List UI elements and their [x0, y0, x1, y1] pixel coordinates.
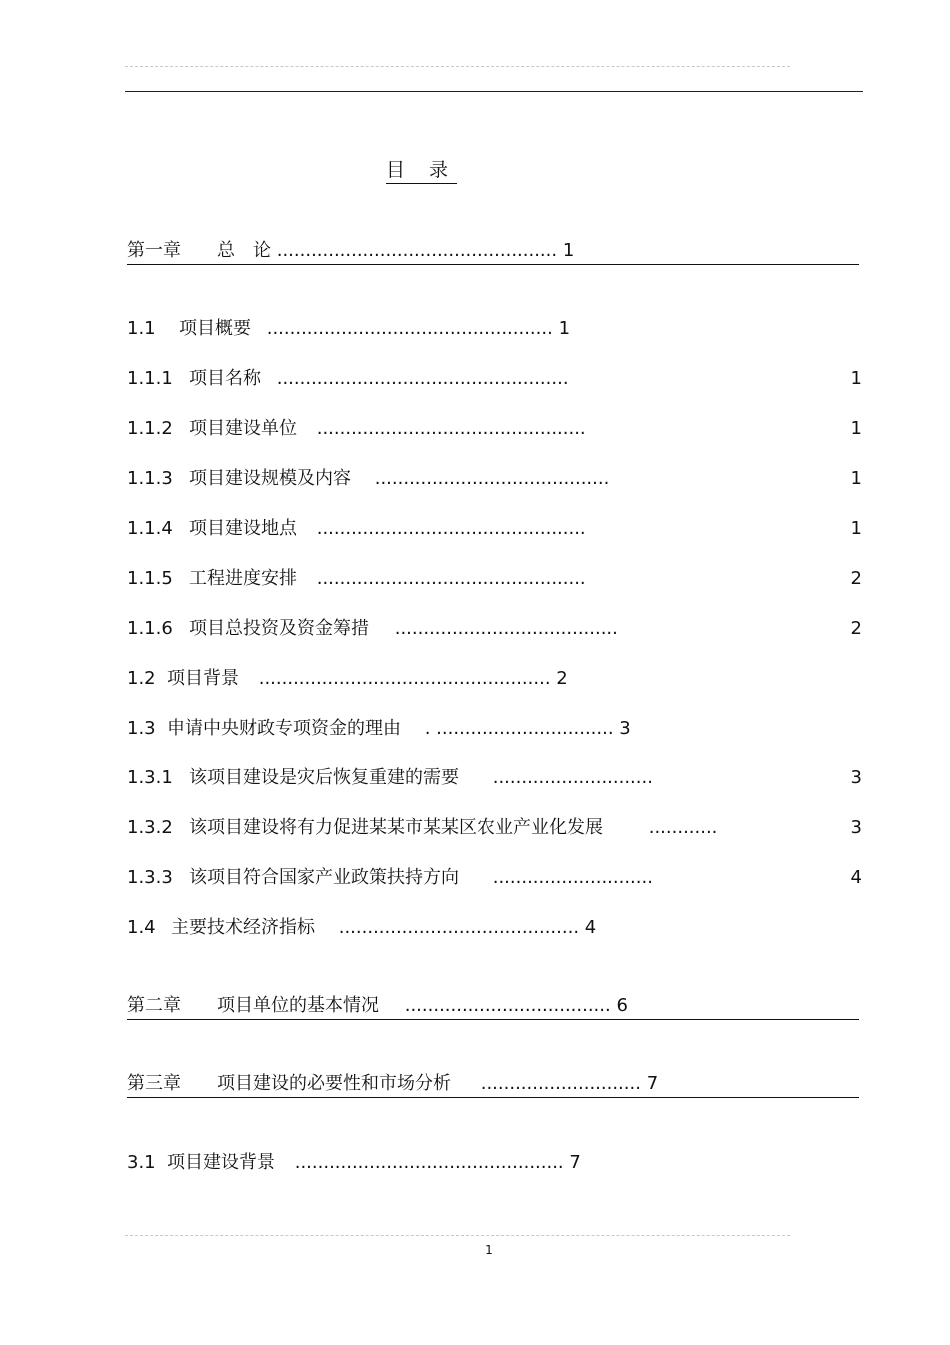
toc-page: 7: [646, 1073, 659, 1094]
toc-label: 项目建设背景: [167, 1152, 275, 1173]
toc-leader: .................................................: [276, 240, 558, 261]
toc-entry-chapter-1[interactable]: [127, 240, 859, 265]
toc-entry-1-2[interactable]: [127, 668, 568, 690]
toc-leader: ...............................................: [316, 418, 586, 439]
toc-page: 4: [850, 867, 862, 888]
toc-label: 该项目建设将有力促进某某市某某区农业产业化发展: [189, 817, 603, 838]
toc-number: 1.1.6: [127, 618, 173, 639]
footer-dashed-rule: [125, 1235, 790, 1236]
toc-entry-1-1[interactable]: [127, 318, 570, 340]
toc-leader: ............................: [492, 867, 653, 888]
toc-page: 1: [558, 318, 571, 339]
toc-number: 1.4: [127, 917, 156, 938]
toc-label: 项目建设的必要性和市场分析: [217, 1073, 451, 1094]
toc-leader: ...................................................: [276, 368, 569, 389]
toc-number: 1.3.3: [127, 867, 173, 888]
toc-entry-1-1-3[interactable]: [127, 468, 609, 490]
toc-entry-1-3-2[interactable]: [127, 817, 717, 839]
toc-number: 第三章: [127, 1073, 181, 1094]
toc-leader: ............: [648, 817, 718, 838]
toc-entry-chapter-2[interactable]: [127, 995, 859, 1020]
toc-number: 1.1.4: [127, 518, 173, 539]
toc-number: 1.3.1: [127, 767, 173, 788]
toc-page: 2: [850, 618, 862, 639]
toc-number: 1.1.1: [127, 368, 173, 389]
toc-number: 1.1.5: [127, 568, 173, 589]
toc-page: 6: [616, 995, 628, 1016]
toc-page: 3: [850, 817, 862, 838]
toc-label: 项目概要: [179, 318, 251, 339]
toc-page: 1: [850, 518, 862, 539]
toc-label: 申请中央财政专项资金的理由: [167, 718, 401, 739]
toc-leader: ..........................................: [338, 917, 580, 938]
toc-leader: ....................................: [404, 995, 611, 1016]
toc-leader: ............................: [480, 1073, 641, 1094]
toc-page: 3: [619, 718, 631, 739]
toc-page: 1: [850, 468, 862, 489]
toc-entry-1-1-1[interactable]: [127, 368, 569, 390]
toc-entry-1-4[interactable]: [127, 917, 596, 939]
toc-label: 项目背景: [167, 668, 239, 689]
toc-page: 4: [584, 917, 597, 938]
toc-number: 第二章: [127, 995, 181, 1016]
header-dashed-rule: [125, 66, 790, 67]
toc-entry-1-3-3[interactable]: [127, 867, 653, 889]
toc-page: 1: [850, 418, 862, 439]
toc-number: 第一章: [127, 240, 181, 261]
toc-label: 项目建设地点: [189, 518, 297, 539]
toc-page: 1: [562, 240, 575, 261]
toc-entry-1-1-4[interactable]: [127, 518, 586, 540]
toc-label: 项目建设单位: [189, 418, 297, 439]
toc-leader: .........................................: [374, 468, 610, 489]
toc-number: 1.3: [127, 718, 156, 739]
toc-label: 项目建设规模及内容: [189, 468, 351, 489]
toc-label: 该项目符合国家产业政策扶持方向: [189, 867, 459, 888]
toc-entry-1-1-2[interactable]: [127, 418, 586, 440]
toc-leader: .......................................: [394, 618, 618, 639]
toc-entry-1-3[interactable]: [127, 718, 631, 740]
toc-number: 3.1: [127, 1152, 156, 1173]
toc-label: 项目名称: [189, 368, 261, 389]
toc-label: 工程进度安排: [189, 568, 297, 589]
page-title: 目 录: [386, 158, 457, 184]
toc-leader: ............................: [492, 767, 653, 788]
toc-number: 1.1: [127, 318, 156, 339]
toc-number: 1.3.2: [127, 817, 173, 838]
toc-page: 2: [556, 668, 568, 689]
toc-label: 总 论: [217, 240, 271, 261]
toc-number: 1.1.2: [127, 418, 173, 439]
toc-page: 1: [850, 368, 862, 389]
footer-page-number: 1: [485, 1243, 493, 1257]
header-rule: [125, 91, 863, 92]
toc-entry-chapter-3[interactable]: [127, 1073, 859, 1098]
toc-label: 该项目建设是灾后恢复重建的需要: [189, 767, 459, 788]
toc-page: 3: [850, 767, 862, 788]
toc-number: 1.2: [127, 668, 156, 689]
toc-label: 主要技术经济指标: [171, 917, 315, 938]
toc-number: 1.1.3: [127, 468, 173, 489]
toc-leader: ...............................................: [294, 1152, 564, 1173]
toc-entry-3-1[interactable]: [127, 1152, 581, 1174]
toc-label: 项目单位的基本情况: [217, 995, 379, 1016]
toc-page: 2: [850, 568, 862, 589]
toc-page: 7: [569, 1152, 581, 1173]
toc-leader: ...............................................: [316, 518, 586, 539]
toc-entry-1-1-5[interactable]: [127, 568, 586, 590]
toc-leader: ...................................................: [258, 668, 551, 689]
toc-entry-1-1-6[interactable]: [127, 618, 618, 640]
toc-entry-1-3-1[interactable]: [127, 767, 653, 789]
toc-label: 项目总投资及资金筹措: [189, 618, 369, 639]
toc-leader: . ...............................: [424, 718, 614, 739]
toc-leader: ..................................................: [266, 318, 553, 339]
toc-leader: ...............................................: [316, 568, 586, 589]
